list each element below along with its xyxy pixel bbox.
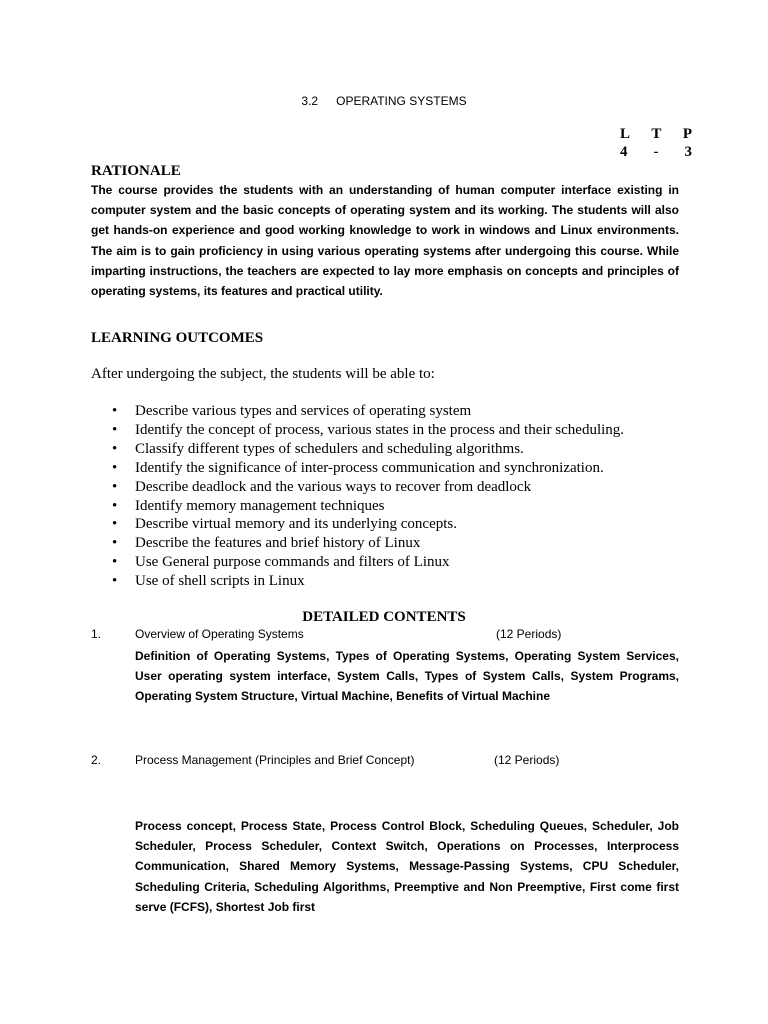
learning-outcomes-intro: After undergoing the subject, the students will be able to: [91,366,435,382]
outcome-item: • Use of shell scripts in Linux [91,572,691,591]
outcome-item: • Identify the concept of process, various states in the process and their scheduling. [91,421,691,440]
unit-2-content: Process concept, Process State, Process Control Block, Scheduling Queues, Scheduler, Job Scheduler, Process Scheduler, Context Switch, Operations on Processes, Interprocess Communication, Shared Memory Systems, Message-Passing Systems, CPU Scheduler, Scheduling Criteria, Scheduling Algorithms, Preemptive and Non Preemptive, First come first serve (FCFS), Shortest Job first [135,819,679,914]
rationale-paragraph: The course provides the students with an understanding of human computer interface existing in computer system and the basic concepts of operating system and its working. The students will also get hands-on experience and good working knowledge to work in windows and Linux environments. The aim is to gain proficiency in using various operating systems after undergoing this course. While imparting instructions, the teachers are expected to lay more emphasis on concepts and principles of operating systems, its features and practical utility. [91,183,679,299]
outcome-item: • Classify different types of schedulers and scheduling algorithms. [91,440,691,459]
outcome-item: • Identify the significance of inter-process communication and synchronization. [91,459,691,478]
section-number: 3.2 [301,94,319,108]
ltp-value-t: - [653,144,659,160]
ltp-values [620,144,692,161]
outcome-item: • Use General purpose commands and filters of Linux [91,553,691,572]
ltp-label-t: T [651,126,662,142]
unit-1-periods: (12 Periods) [496,627,562,641]
outcome-item: • Describe virtual memory and its underlying concepts. [91,515,691,534]
learning-outcomes-heading: LEARNING OUTCOMES [91,330,264,346]
unit-2-periods: (12 Periods) [494,753,560,767]
section-title: OPERATING SYSTEMS [336,94,467,108]
outcome-item: • Describe the features and brief history of Linux [91,534,691,553]
ltp-label-p: P [682,126,692,142]
unit-2-number: 2. [91,753,102,767]
unit-1-content: Definition of Operating Systems, Types of Operating Systems, Operating System Services, User operating system interface, System Calls, Types of System Calls, System Programs, Operating System Structure, Virtual Machine, Benefits of Virtual Machine [135,649,679,704]
ltp-labels [620,126,692,143]
ltp-value-p: 3 [684,144,692,160]
unit-2-title: Process Management (Principles and Brief Concept) [135,753,415,767]
outcome-item: • Describe various types and services of operating system [91,402,691,421]
ltp-label-l: L [620,126,631,142]
learning-outcomes-list [91,402,691,591]
rationale-heading: RATIONALE [91,163,181,179]
outcome-item: • Describe deadlock and the various ways to recover from deadlock [91,478,691,497]
detailed-contents-heading: DETAILED CONTENTS [302,609,466,625]
unit-1-number: 1. [91,627,102,641]
ltp-value-l: 4 [620,144,628,160]
unit-1-title: Overview of Operating Systems [135,627,304,641]
document-title [0,94,768,108]
outcome-item: • Identify memory management techniques [91,497,691,516]
